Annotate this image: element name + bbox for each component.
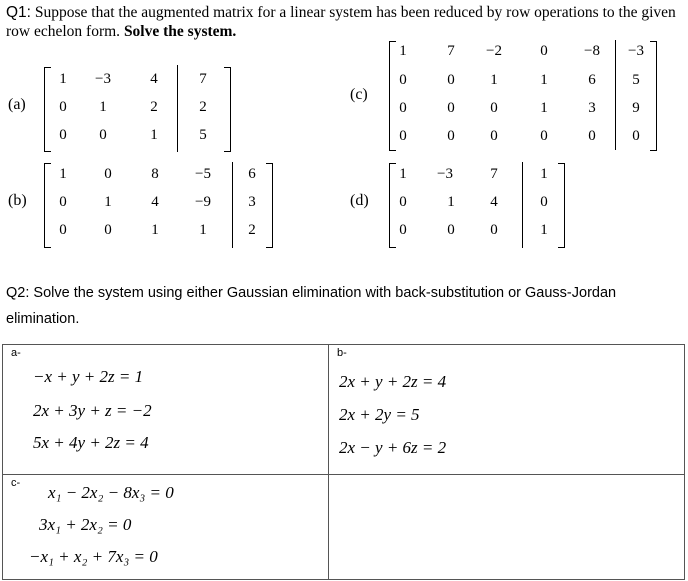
system-c-tag: c- <box>11 477 21 489</box>
system-a-eq-3: 5x + 4y + 2z = 4 <box>33 433 149 452</box>
q1-prompt <box>6 3 686 41</box>
matrix-cell: −3 <box>437 166 453 182</box>
q1-label: Q1: <box>6 4 31 21</box>
matrix-cell: 8 <box>151 166 159 182</box>
matrix-cell: 7 <box>199 71 207 87</box>
system-b-cell <box>329 345 685 475</box>
matrix-cell: 2 <box>199 99 207 115</box>
system-b-eq-3: 2x − y + 6z = 2 <box>339 438 447 457</box>
matrix-cell: 0 <box>99 127 107 143</box>
matrix-cell: 3 <box>588 100 596 116</box>
matrix-cell: 1 <box>59 166 67 182</box>
matrix-cell: −5 <box>195 166 211 182</box>
matrix-cell: 4 <box>490 194 498 210</box>
matrix-cell: 1 <box>59 71 67 87</box>
empty-cell <box>329 475 685 580</box>
matrix-b-label: (b) <box>8 192 27 209</box>
matrix-cell: 0 <box>104 222 112 238</box>
matrix-d-right-bracket <box>558 163 565 248</box>
matrix-cell: 1 <box>490 72 498 88</box>
system-c-eq-2: 3x₁ + 2x₂ = 0 <box>39 515 132 534</box>
matrix-cell: 0 <box>490 222 498 238</box>
matrix-cell: 1 <box>104 194 112 210</box>
system-a-eq-2: 2x + 3y + z = −2 <box>33 401 152 420</box>
matrix-cell: 0 <box>540 43 548 59</box>
matrix-c-augment-line <box>615 40 616 150</box>
matrix-cell: 1 <box>540 166 548 182</box>
matrix-cell: 0 <box>59 127 67 143</box>
matrix-cell: 5 <box>199 127 207 143</box>
matrix-a-augment-line <box>177 65 178 152</box>
matrix-cell: 0 <box>399 128 407 144</box>
system-c-eq-1: x₁ − 2x₂ − 8x₃ = 0 <box>48 483 174 502</box>
matrix-b-augment-line <box>232 162 233 248</box>
system-c-eq-3: −x₁ + x₂ + 7x₃ = 0 <box>29 547 158 566</box>
matrix-cell: 0 <box>447 222 455 238</box>
matrix-cell: 0 <box>447 72 455 88</box>
matrix-cell: 0 <box>104 166 112 182</box>
matrix-cell: −3 <box>95 71 111 87</box>
matrix-c-right-bracket <box>650 41 657 151</box>
system-a-tag: a- <box>11 347 21 359</box>
matrix-cell: 0 <box>59 222 67 238</box>
matrix-a-right-bracket <box>224 67 231 152</box>
matrix-cell: 1 <box>150 127 158 143</box>
matrix-cell: 0 <box>399 222 407 238</box>
system-a-eq-1: −x + y + 2z = 1 <box>33 367 144 386</box>
matrix-cell: 9 <box>632 100 640 116</box>
matrix-cell: 2 <box>150 99 158 115</box>
q1-emphasis: Solve the system. <box>123 23 237 40</box>
matrix-cell: 0 <box>59 194 67 210</box>
matrix-cell: 0 <box>490 100 498 116</box>
matrix-a-label: (a) <box>8 96 26 113</box>
matrix-b-right-bracket <box>266 163 273 248</box>
system-b-eq-1: 2x + y + 2z = 4 <box>339 372 447 391</box>
matrix-cell: −8 <box>584 43 600 59</box>
matrix-cell: 1 <box>540 72 548 88</box>
matrix-cell: 7 <box>447 43 455 59</box>
matrix-cell: 1 <box>399 166 407 182</box>
matrix-d-augment-line <box>522 162 523 248</box>
matrix-cell: 5 <box>632 72 640 88</box>
matrix-cell: −2 <box>486 43 502 59</box>
matrix-cell: 0 <box>490 128 498 144</box>
matrix-cell: 4 <box>150 71 158 87</box>
matrix-cell: 2 <box>248 222 256 238</box>
q2-prompt: Q2: Solve the system using either Gaussian elimination with back-substitution or Gauss-Jordan elimination. <box>6 285 617 327</box>
matrix-cell: 1 <box>399 43 407 59</box>
matrix-cell: −3 <box>628 43 644 59</box>
matrix-cell: 0 <box>59 99 67 115</box>
matrix-cell: 1 <box>199 222 207 238</box>
matrix-cell: 0 <box>447 100 455 116</box>
matrix-cell: 0 <box>399 100 407 116</box>
matrix-d-label: (d) <box>350 192 369 209</box>
matrix-cell: 0 <box>399 194 407 210</box>
system-a-cell <box>3 345 329 475</box>
matrix-cell: 4 <box>151 194 159 210</box>
matrix-cell: 1 <box>151 222 159 238</box>
matrix-cell: 0 <box>399 72 407 88</box>
matrix-cell: 0 <box>588 128 596 144</box>
matrix-cell: 6 <box>248 166 256 182</box>
matrix-cell: 6 <box>588 72 596 88</box>
system-b-eq-2: 2x + 2y = 5 <box>339 405 420 424</box>
matrix-cell: 0 <box>447 128 455 144</box>
system-c-cell <box>3 475 329 580</box>
q1-text: Suppose that the augmented matrix for a linear system has been reduced by row operations to the given row echelon form. <box>6 4 676 40</box>
matrix-cell: 0 <box>540 194 548 210</box>
matrix-cell: 1 <box>99 99 107 115</box>
matrix-cell: 0 <box>540 128 548 144</box>
matrix-cell: 3 <box>248 194 256 210</box>
matrix-cell: 0 <box>632 128 640 144</box>
system-b-tag: b- <box>337 347 347 359</box>
matrix-cell: 1 <box>540 100 548 116</box>
systems-table <box>2 344 685 580</box>
matrix-c-label: (c) <box>350 86 368 103</box>
matrix-cell: 1 <box>447 194 455 210</box>
matrix-cell: 1 <box>540 222 548 238</box>
matrix-cell: 7 <box>490 166 498 182</box>
matrix-cell: −9 <box>195 194 211 210</box>
